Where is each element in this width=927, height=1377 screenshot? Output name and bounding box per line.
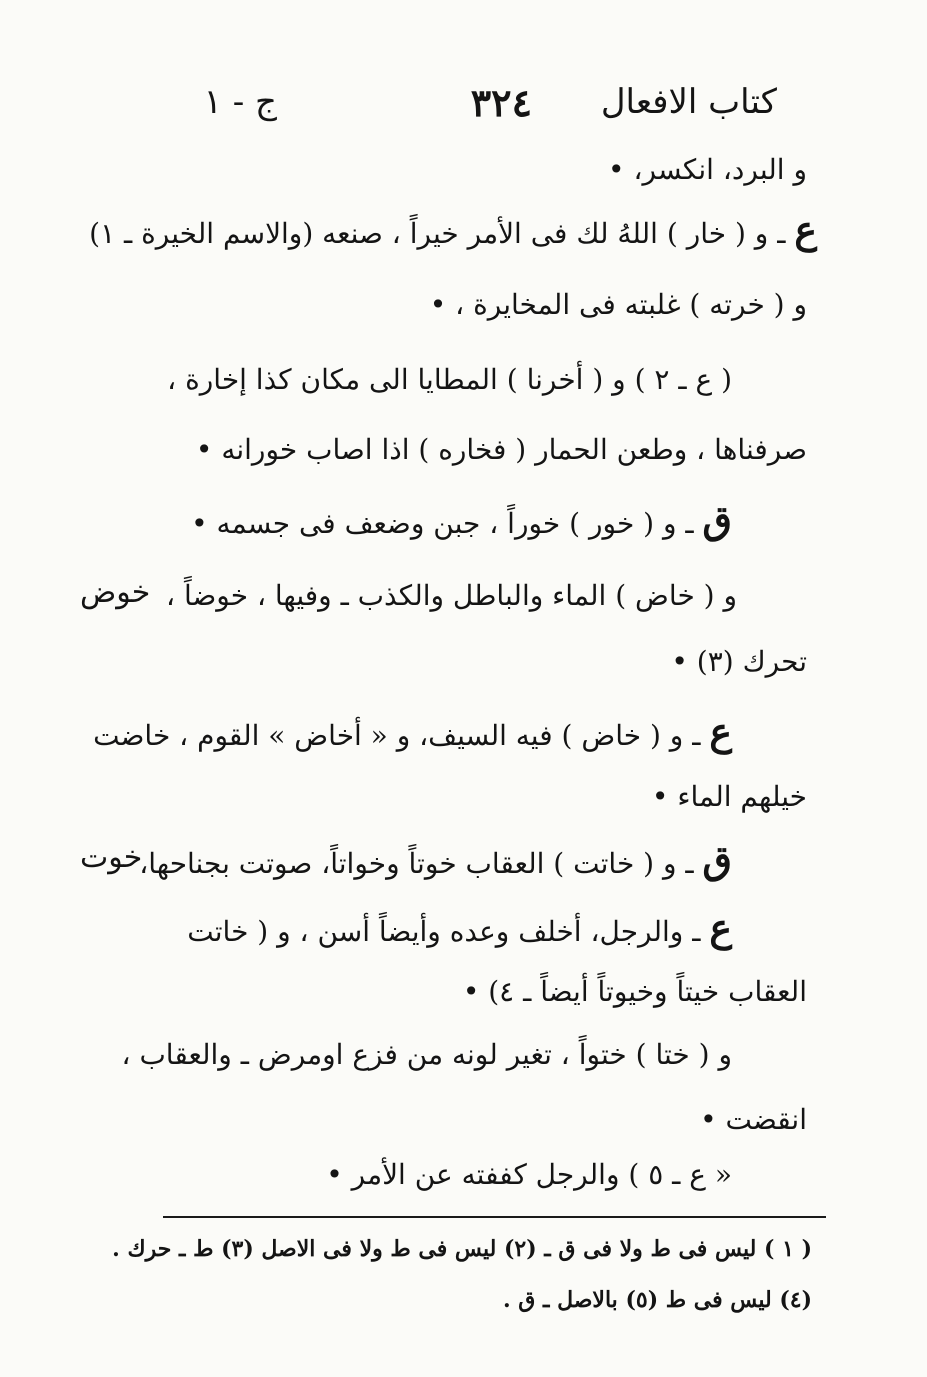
entry-line xyxy=(191,497,732,542)
entry-letter: ع xyxy=(709,709,732,754)
volume-number: ج - ١ xyxy=(203,82,277,122)
page-header xyxy=(0,82,927,132)
footnote-line: (٤) ليس فى ط (٥) بالاصل ـ ق . xyxy=(502,1287,812,1313)
text-line: و ( ختا ) ختواً ، تغير لونه من فزع اومرض ـ والعقاب ، xyxy=(121,1038,732,1071)
entry-text: ـ والرجل، أخلف وعده وأيضاً أسن ، و ( خاتت xyxy=(187,915,701,948)
entry-line xyxy=(93,709,732,754)
text-line: و ( خرته ) غلبته فى المخايرة ، • xyxy=(429,288,807,321)
text-line: صرفناها ، وطعن الحمار ( فخاره ) اذا اصاب خورانه • xyxy=(195,433,807,466)
entry-line xyxy=(187,905,732,950)
page-number: ٣٢٤ xyxy=(470,80,532,125)
entry-letter: ع xyxy=(794,207,817,252)
margin-root-word: خوت xyxy=(80,840,143,875)
entry-text: ـ و ( خاض ) فيه السيف، و « أخاض » القوم ، خاضت xyxy=(93,719,701,752)
text-line: و البرد، انكسر، • xyxy=(608,153,807,186)
book-title: كتاب الافعال xyxy=(600,82,777,122)
entry-letter: ق xyxy=(702,837,732,882)
text-line: و ( خاض ) الماء والباطل والكذب ـ وفيها ، خوضاً ، xyxy=(166,579,737,612)
text-line: ( ع ـ ٢ ) و ( أخرنا ) المطايا الى مكان كذا إخارة ، xyxy=(167,363,732,396)
text-line: « ع ـ ٥ ) والرجل كففته عن الأمر • xyxy=(326,1158,732,1191)
entry-letter: ع xyxy=(709,905,732,950)
text-line: تحرك (٣) • xyxy=(671,645,807,678)
entry-text: ـ و ( خار ) اللهُ لك فى الأمر خيراً ، صنعه (والاسم الخيرة ـ ١) xyxy=(89,217,786,250)
footnote-line: ( ١ ) ليس فى ط ولا فى ق ـ (٢) ليس فى ط ولا فى الاصل (٣) ط ـ حرك . xyxy=(112,1236,812,1262)
text-line: خيلهم الماء • xyxy=(651,780,807,813)
entry-text: ـ و ( خور ) خوراً ، جبن وضعف فى جسمه • xyxy=(191,507,694,540)
entry-text: ـ و ( خاتت ) العقاب خوتاً وخواتاً، صوتت بجناحها، xyxy=(139,847,694,880)
text-line: انقضت • xyxy=(700,1103,807,1136)
entry-line xyxy=(89,207,817,252)
margin-root-word: خوض xyxy=(80,575,151,610)
footnote-divider xyxy=(163,1216,826,1218)
text-line: العقاب خيتاً وخيوتاً أيضاً ـ ٤) • xyxy=(462,975,807,1008)
entry-letter: ق xyxy=(702,497,732,542)
entry-line xyxy=(139,837,732,882)
